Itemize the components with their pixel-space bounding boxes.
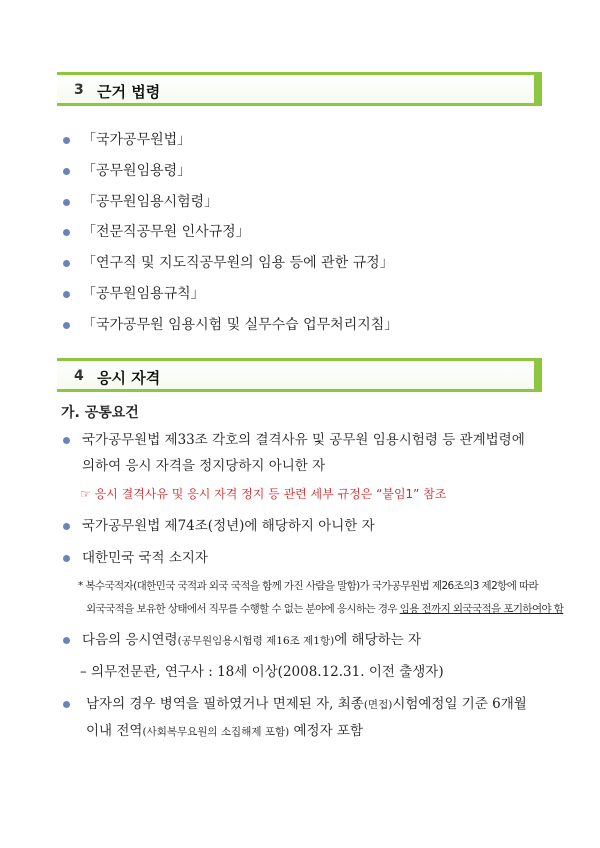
- requirement-item: 남자의 경우 병역을 필하였거나 면제된 자, 최종(면접)시험예정일 기준 6개월: [60, 694, 527, 715]
- section-4-title: 응시 자격: [97, 369, 161, 387]
- list-item: 「국가공무원 임용시험 및 실무수습 업무처리지침」: [60, 313, 398, 344]
- reference-note: ☞ 응시 결격사유 및 응시 자격 정지 등 관련 세부 규정은 “붙임1” 참조: [80, 487, 447, 501]
- header-accent-bar: [534, 358, 542, 392]
- section-4-header: [57, 358, 542, 392]
- law-list: [60, 128, 398, 344]
- bullet-icon: [63, 637, 70, 644]
- dual-nationality-note-cont: 외국국적을 보유한 상태에서 직무를 수행할 수 없는 분야에 응시하는 경우 임용 전까지 외국국적을 포기하여야 함: [86, 603, 564, 615]
- section-3-number: 3: [74, 82, 84, 98]
- bullet-icon: [63, 437, 70, 444]
- bullet-icon: [63, 523, 70, 530]
- bullet-icon: [63, 555, 70, 562]
- bullet-icon: [63, 701, 70, 708]
- bullet-icon: [63, 199, 70, 206]
- bullet-icon: [63, 229, 70, 236]
- emphasis-text: 임용 전까지 외국국적을 포기하여야 함: [399, 603, 564, 615]
- section-3-title: 근거 법령: [97, 83, 161, 101]
- list-item: 「연구직 및 지도직공무원의 임용 등에 관한 규정」: [60, 251, 398, 282]
- bullet-icon: [63, 322, 70, 329]
- requirement-item: 국가공무원법 제74조(정년)에 해당하지 아니한 자: [60, 516, 375, 536]
- list-item: 「국가공무원법」: [60, 128, 398, 159]
- age-detail: – 의무전문관, 연구사 : 18세 이상(2008.12.31. 이전 출생자): [80, 664, 444, 680]
- bullet-icon: [63, 168, 70, 175]
- list-item: 「공무원임용령」: [60, 159, 398, 190]
- list-item: 「공무원임용규칙」: [60, 282, 398, 313]
- requirement-item-cont: 의하여 응시 자격을 정지당하지 아니한 자: [82, 458, 326, 474]
- bullet-icon: [63, 260, 70, 267]
- requirement-item: 국가공무원법 제33조 각호의 결격사유 및 공무원 임용시험령 등 관계법령에: [60, 430, 525, 450]
- section-3-header: [57, 72, 542, 106]
- list-item: 「공무원임용시험령」: [60, 190, 398, 221]
- header-accent-bar: [534, 72, 542, 106]
- requirement-item: 대한민국 국적 소지자: [60, 548, 208, 568]
- bullet-icon: [63, 291, 70, 298]
- requirement-item-cont: 이내 전역(사회복무요원의 소집해제 포함) 예정자 포함: [86, 723, 363, 739]
- subsection-title: 가. 공통요건: [61, 405, 139, 421]
- bullet-icon: [63, 137, 70, 144]
- section-4-number: 4: [74, 368, 84, 384]
- requirement-item: 다음의 응시연령(공무원임용시험령 제16조 제1항)에 해당하는 자: [60, 630, 421, 651]
- list-item: 「전문직공무원 인사규정」: [60, 220, 398, 251]
- dual-nationality-note: * 복수국적자(대한민국 국적과 외국 국적을 함께 가진 사람을 말함)가 국가공무원법 제26조의3 제2항에 따라: [78, 580, 539, 592]
